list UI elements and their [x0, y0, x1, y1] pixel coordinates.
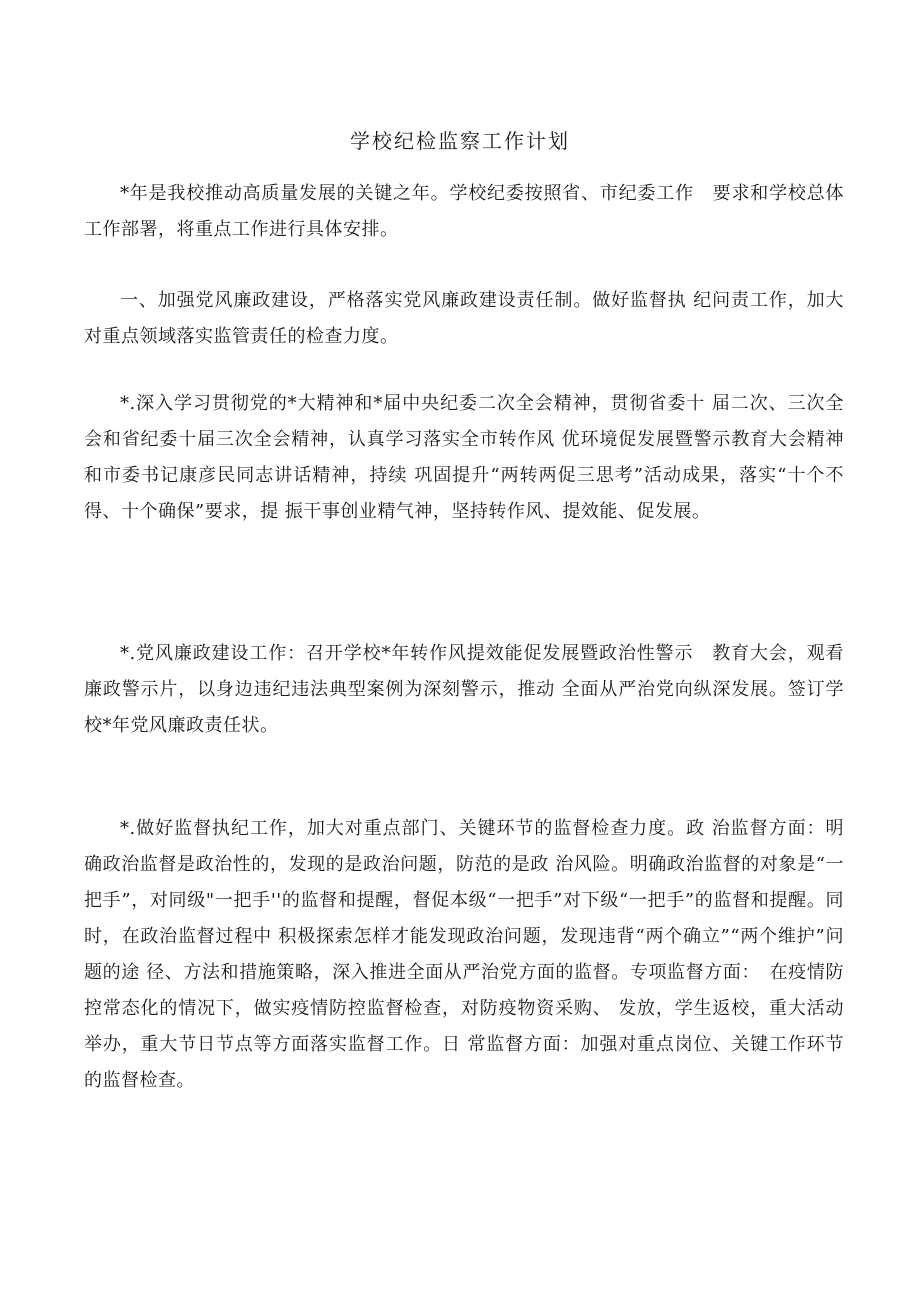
paragraph-supervision-item: *.做好监督执纪工作，加大对重点部门、关键环节的监督检查力度。政 治监督方面：明确政治监督是政治性的，发现的是政治问题，防范的是政 治风险。明确政治监督的对象是“一把手”，对同级"一把手''的监督和提醒，督促本级“一把手”对下级“一把手”的监督和提醒。同时，在政治监督过程中 积极探索怎样才能发现政治问题，发现违背“两个确立”“两个维护”问题的途 径、方法和措施策略，深入推进全面从严治党方面的监督。专项监督方面： 在疫情防控常态化的情况下，做实疫情防控监督检查，对防疫物资采购、 发放，学生返校，重大活动举办，重大节日节点等方面落实监督工作。日 常监督方面：加强对重点岗位、关键工作环节的监督检查。 — [84, 818, 844, 1091]
paragraph-intro: *年是我校推动高质量发展的关键之年。学校纪委按照省、市纪委工作 要求和学校总体工作部署，将重点工作进行具体安排。 — [84, 183, 844, 240]
paragraph-section-1: 一、加强党风廉政建设，严格落实党风廉政建设责任制。做好监督执 纪问责工作，加大对重点领域落实监管责任的检查力度。 — [84, 290, 844, 347]
paragraph-party-conduct-item: *.党风廉政建设工作：召开学校*年转作风提效能促发展暨政治性警示 教育大会，观看廉政警示片，以身边违纪违法典型案例为深刻警示，推动 全面从严治党向纵深发展。签订学校*年党风廉政责任状。 — [84, 643, 844, 736]
document-title: 学校纪检监察工作计划 — [350, 129, 570, 153]
paragraph-study-item: *.深入学习贯彻党的*大精神和*届中央纪委二次全会精神，贯彻省委十 届二次、三次全会和省纪委十届三次全会精神，认真学习落实全市转作风 优环境促发展暨警示教育大会精神和市委书记康彦民同志讲话精神，持续 巩固提升“两转两促三思考”活动成果，落实“十个不得、十个确保”要求，提 振干事创业精气神，坚持转作风、提效能、促发展。 — [84, 393, 844, 522]
